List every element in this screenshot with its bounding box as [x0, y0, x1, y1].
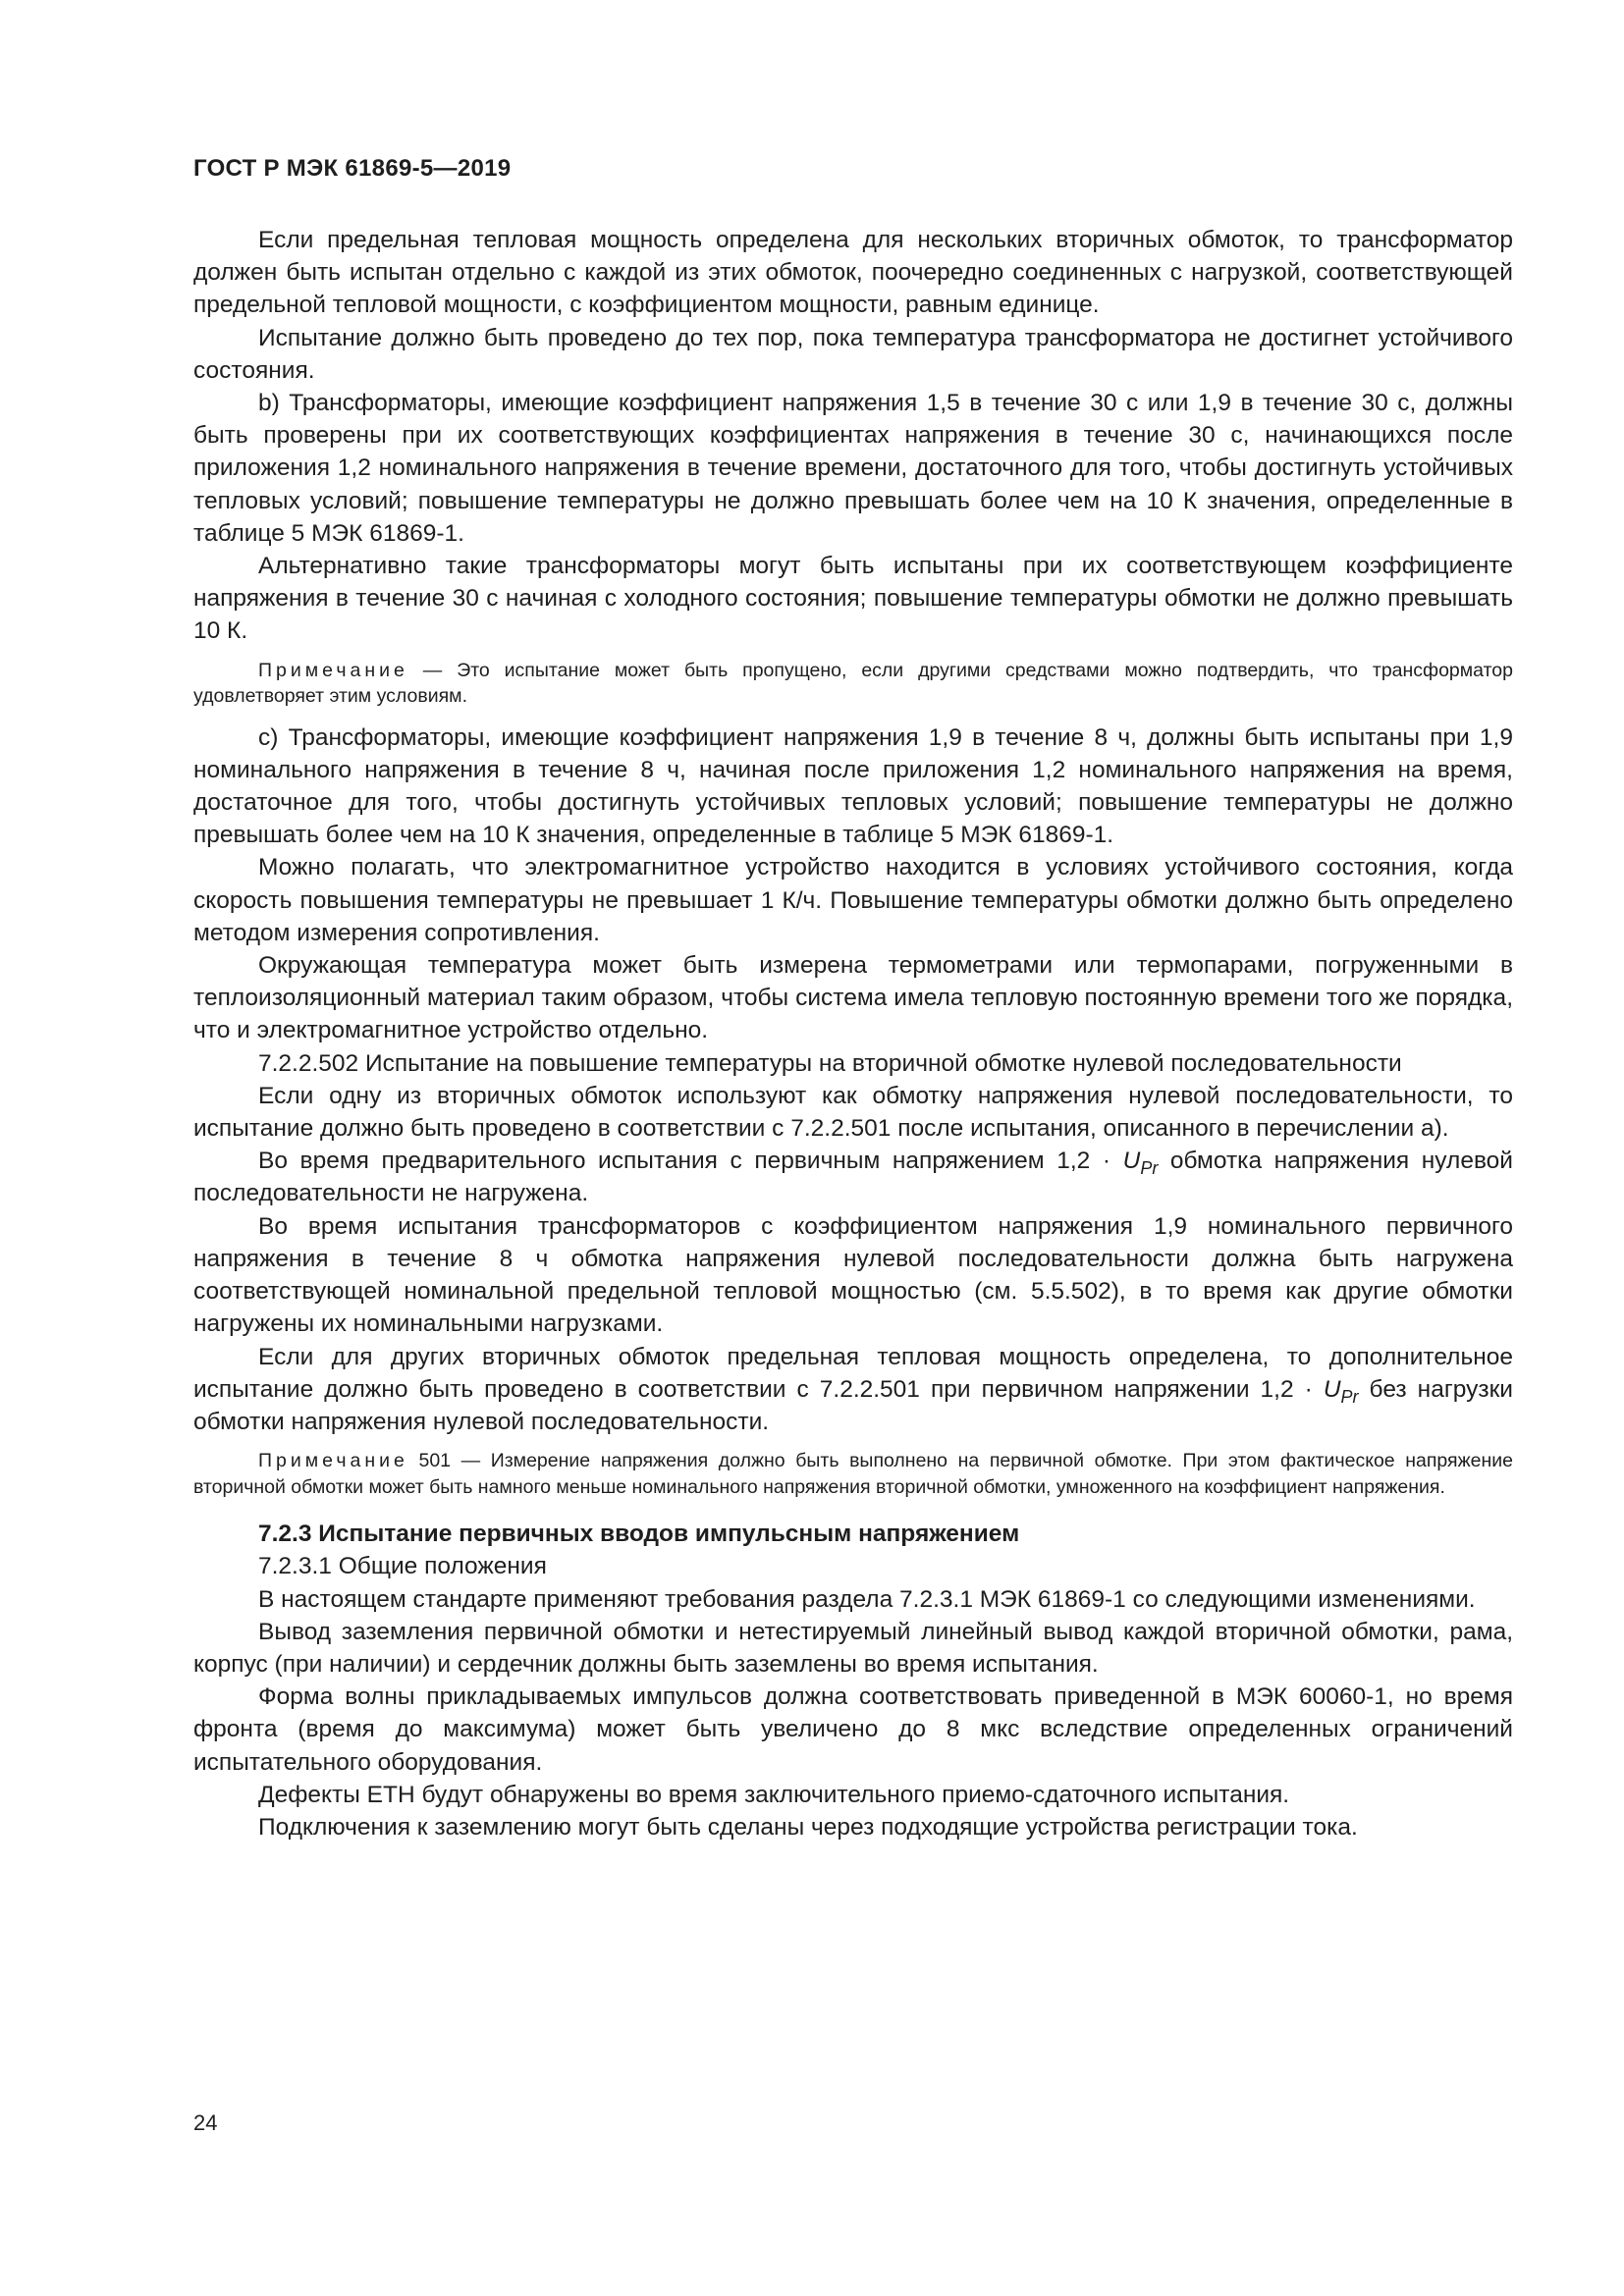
- paragraph: [193, 1145, 1513, 1209]
- symbol-u: U: [1122, 1148, 1141, 1175]
- paragraph: Можно полагать, что электромагнитное устройство находится в условиях устойчивого состояния, когда скорость повышения температуры не превышает 1 К/ч. Повышение температуры обмотки должно быть определено методом измерения сопротивления.: [193, 854, 1513, 946]
- paragraph: Если предельная тепловая мощность определена для нескольких вторичных обмоток, то трансформатор должен быть испытан отдельно с каждой из этих обмоток, поочередно соединенных с нагрузкой, соответствующей предельной тепловой мощности, с коэффициентом мощности, равным единице.: [193, 227, 1513, 319]
- paragraph-text: без нагрузки обмотки напряжения нулевой последовательности.: [193, 1375, 1513, 1435]
- paragraph-text: Во время предварительного испытания с первичным напряжением 1,2 ·: [258, 1148, 1123, 1175]
- paragraph-text: Если для других вторичных обмоток предельная тепловая мощность определена, то дополнительное испытание должно быть проведено в соответствии с 7.2.2.501 при первичном напряжении 1,2 ·: [193, 1343, 1513, 1403]
- paragraph: Окружающая температура может быть измерена термометрами или термопарами, погруженными в теплоизоляционный материал таким образом, чтобы система имела тепловую постоянную времени того же порядка, что и электромагнитное устройство отдельно.: [193, 952, 1513, 1044]
- note-label: Примечание: [258, 659, 408, 681]
- document-body: [193, 224, 1513, 1843]
- paragraph: [193, 1341, 1513, 1439]
- symbol-subscript: Pr: [1340, 1386, 1359, 1407]
- paragraph: Во время испытания трансформаторов с коэффициентом напряжения 1,9 номинального первичного напряжения в течение 8 ч обмотка напряжения нулевой последовательности должна быть нагружена соответствующей номинальной предельной тепловой мощностью (см. 5.5.502), в то время как другие обмотки нагружены их номинальными нагрузками.: [193, 1212, 1513, 1338]
- paragraph-text: обмотка напряжения нулевой последовательности не нагружена.: [193, 1148, 1513, 1207]
- note-501: [193, 1448, 1513, 1500]
- symbol-u: U: [1323, 1375, 1341, 1403]
- paragraph-item-c: с) Трансформаторы, имеющие коэффициент напряжения 1,9 в течение 8 ч, должны быть испытаны при 1,9 номинального напряжения в течение 8 ч, начиная после приложения 1,2 номинального напряжения на время, достаточное для того, чтобы достигнуть устойчивых тепловых условий; повышение температуры не должно превышать более чем на 10 К значения, определенные в таблице 5 МЭК 61869-1.: [193, 723, 1513, 849]
- paragraph: Альтернативно такие трансформаторы могут быть испытаны при их соответствующем коэффициенте напряжения в течение 30 с начиная с холодного состояния; повышение температуры обмотки не должно превышать 10 К.: [193, 553, 1513, 645]
- note-text: 501 — Измерение напряжения должно быть выполнено на первичной обмотке. При этом фактическое напряжение вторичной обмотки может быть намного меньше номинального напряжения вторичной обмотки, умноженного на коэффициент напряжения.: [193, 1450, 1513, 1498]
- paragraph: Подключения к заземлению могут быть сделаны через подходящие устройства регистрации тока.: [258, 1813, 1358, 1841]
- paragraph: В настоящем стандарте применяют требования раздела 7.2.3.1 МЭК 61869-1 со следующими изменениями.: [258, 1585, 1476, 1613]
- subsection-title-7-2-3-1: 7.2.3.1 Общие положения: [258, 1553, 547, 1580]
- note-label: Примечание: [258, 1450, 408, 1472]
- note-text: — Это испытание может быть пропущено, если другими средствами можно подтвердить, что трансформатор удовлетворяет этим условиям.: [193, 659, 1513, 708]
- symbol-subscript: Pr: [1140, 1158, 1159, 1179]
- subsection-title-7-2-2-502: 7.2.2.502 Испытание на повышение температуры на вторичной обмотке нулевой последовательности: [258, 1049, 1402, 1077]
- section-heading-7-2-3: 7.2.3 Испытание первичных вводов импульсным напряжением: [258, 1521, 1020, 1548]
- paragraph: Испытание должно быть проведено до тех пор, пока температура трансформатора не достигнет устойчивого состояния.: [193, 324, 1513, 384]
- note-1: [193, 658, 1513, 710]
- paragraph-item-b: b) Трансформаторы, имеющие коэффициент напряжения 1,5 в течение 30 с или 1,9 в течение 30 с, должны быть проверены при их соответствующих коэффициентах напряжения в течение 30 с, начинающихся после приложения 1,2 номинального напряжения в течение времени, достаточного для того, чтобы достигнуть устойчивых тепловых условий; повышение температуры не должно превышать более чем на 10 К значения, определенные в таблице 5 МЭК 61869-1.: [193, 390, 1513, 547]
- document-header: ГОСТ Р МЭК 61869-5—2019: [193, 155, 512, 182]
- paragraph: Вывод заземления первичной обмотки и нетестируемый линейный вывод каждой вторичной обмотки, рама, корпус (при наличии) и сердечник должны быть заземлены во время испытания.: [193, 1618, 1513, 1678]
- paragraph: Форма волны прикладываемых импульсов должна соответствовать приведенной в МЭК 60060-1, но время фронта (время до максимума) может быть увеличено до 8 мкс вследствие определенных ограничений испытательного оборудования.: [193, 1683, 1513, 1776]
- page-number: 24: [193, 2110, 218, 2135]
- paragraph: Если одну из вторичных обмоток используют как обмотку напряжения нулевой последовательности, то испытание должно быть проведено в соответствии с 7.2.2.501 после испытания, описанного в перечислении а).: [193, 1082, 1513, 1143]
- paragraph: Дефекты ЕТН будут обнаружены во время заключительного приемо-сдаточного испытания.: [258, 1781, 1290, 1808]
